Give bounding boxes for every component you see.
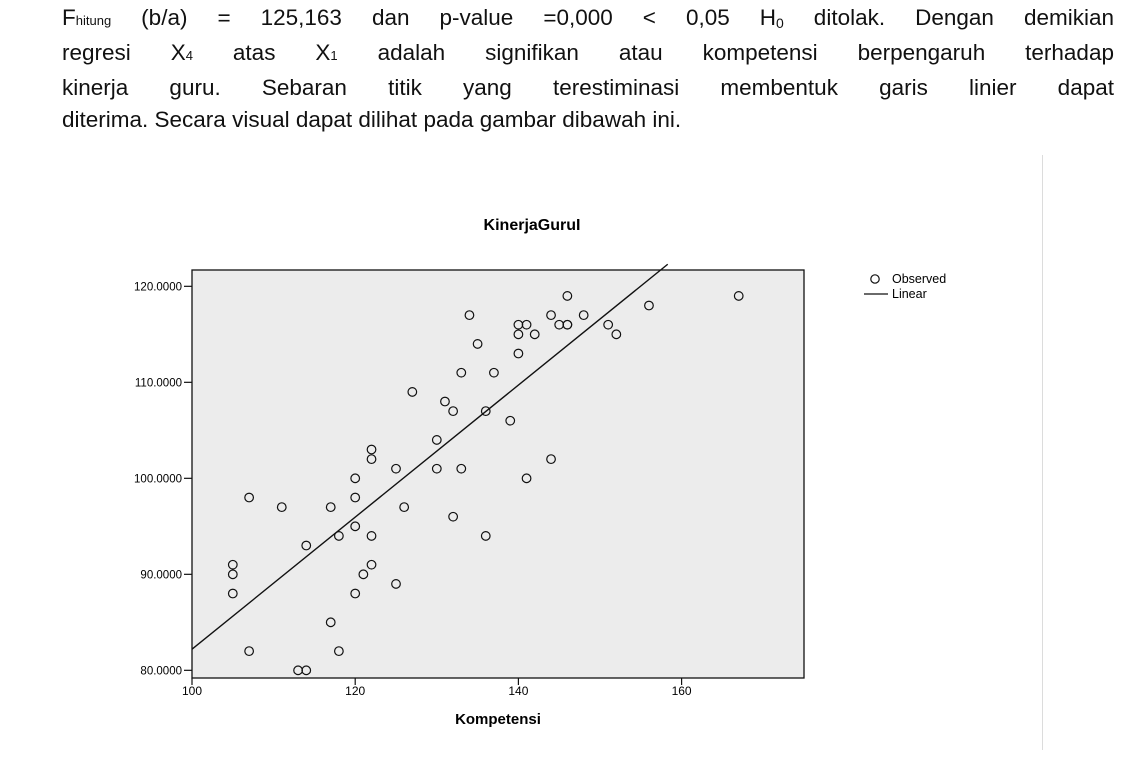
y-tick-label: 110.0000 [134, 377, 182, 390]
x-tick-label: 160 [671, 684, 692, 698]
legend [864, 272, 946, 301]
line-2-mid: atas X [192, 40, 331, 65]
h0-subscript: 0 [776, 15, 784, 31]
x-axis [182, 678, 692, 698]
hitung-subscript: hitung [75, 13, 112, 28]
y-tick-label: 120.0000 [134, 281, 182, 294]
chart-title: KinerjaGuruI [483, 217, 581, 234]
legend-linear-label: Linear [892, 287, 927, 301]
line-1-end: ditolak. Dengan demikian [783, 5, 1114, 30]
y-tick-label: 90.0000 [140, 569, 182, 582]
x4-subscript: 4 [185, 48, 193, 63]
x1-subscript: 1 [330, 48, 338, 63]
y-tick-label: 80.0000 [140, 665, 182, 678]
f-symbol: F [62, 5, 76, 30]
x-axis-label: Kompetensi [455, 711, 541, 728]
legend-observed-marker [871, 275, 879, 283]
y-tick-label: 100.0000 [134, 473, 182, 486]
plot-area [192, 270, 804, 678]
paragraph-line-3: kinerja guru. Sebaran titik yang terestiminasi membentuk garis linier dapat [62, 75, 1114, 100]
line-2-end: adalah signifikan atau kompetensi berpengaruh terhadap [337, 40, 1114, 65]
x-tick-label: 100 [181, 684, 203, 698]
y-axis [134, 281, 192, 677]
legend-observed-label: Observed [892, 272, 947, 286]
paragraph-line-4: diterima. Secara visual dapat dilihat pada gambar dibawah ini. [62, 107, 682, 132]
x-tick-label: 120 [345, 684, 366, 698]
line-1-text: (b/a) = 125,163 dan p-value =0,000 < 0,05 H [111, 5, 776, 30]
line-2-start: regresi X [62, 40, 186, 65]
x-tick-label: 140 [508, 684, 529, 698]
